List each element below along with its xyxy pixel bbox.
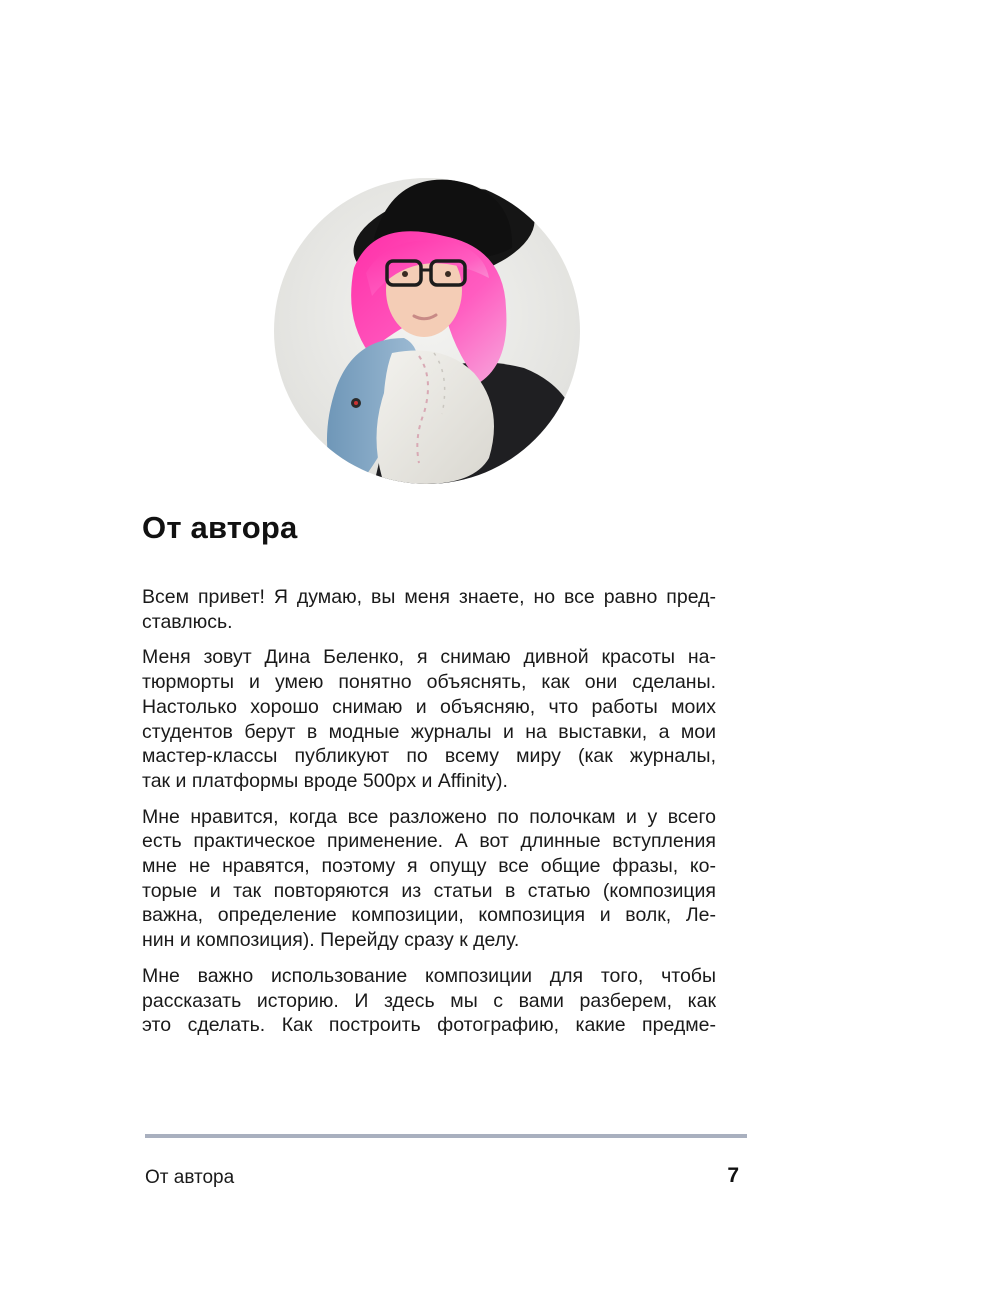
text-line: тюрморты и умею понятно объяснять, как они сделаны. (142, 671, 716, 694)
text-line: Мне важно использование композиции для того, чтобы (142, 964, 716, 987)
text-line: ставлюсь. (142, 610, 233, 633)
section-heading: От автора (142, 510, 298, 545)
running-footer-title: От автора (145, 1167, 235, 1188)
text-line: Мне нравится, когда все разложено по полочкам и у всего (142, 805, 716, 828)
paragraph-introduction (142, 645, 716, 793)
text-line: мастер-классы публикуют по всему миру (как журналы, (142, 745, 716, 768)
body-text (142, 585, 716, 1049)
text-line: студентов берут в модные журналы и на выставки, а мои (142, 720, 716, 743)
footer-rule (145, 1134, 747, 1138)
text-line: торые и так повторяются из статьи в статью (композиция (142, 879, 716, 902)
page-number: 7 (727, 1164, 739, 1187)
text-line: есть практическое применение. А вот длинные вступления (142, 830, 716, 853)
text-line: это сделать. Как построить фотографию, какие предме- (142, 1014, 716, 1037)
paragraph-approach (142, 805, 716, 953)
author-photo (274, 178, 580, 484)
paragraph-greeting (142, 585, 716, 634)
text-line: Настолько хорошо снимаю и объясняю, что работы моих (142, 695, 716, 718)
text-line: Меня зовут Дина Беленко, я снимаю дивной красоты на- (142, 646, 716, 669)
text-line: мне не нравятся, поэтому я опущу все общие фразы, ко- (142, 855, 716, 878)
text-line: Всем привет! Я думаю, вы меня знаете, но все равно пред- (142, 586, 716, 608)
text-line: нин и композиция). Перейду сразу к делу. (142, 929, 520, 952)
text-line: рассказать историю. И здесь мы с вами разберем, как (142, 989, 716, 1012)
paragraph-storytelling (142, 964, 716, 1038)
text-line: так и платформы вроде 500px и Affinity). (142, 769, 508, 792)
text-line: важна, определение композиции, композиция и волк, Ле- (142, 904, 716, 927)
author-portrait (274, 178, 580, 484)
